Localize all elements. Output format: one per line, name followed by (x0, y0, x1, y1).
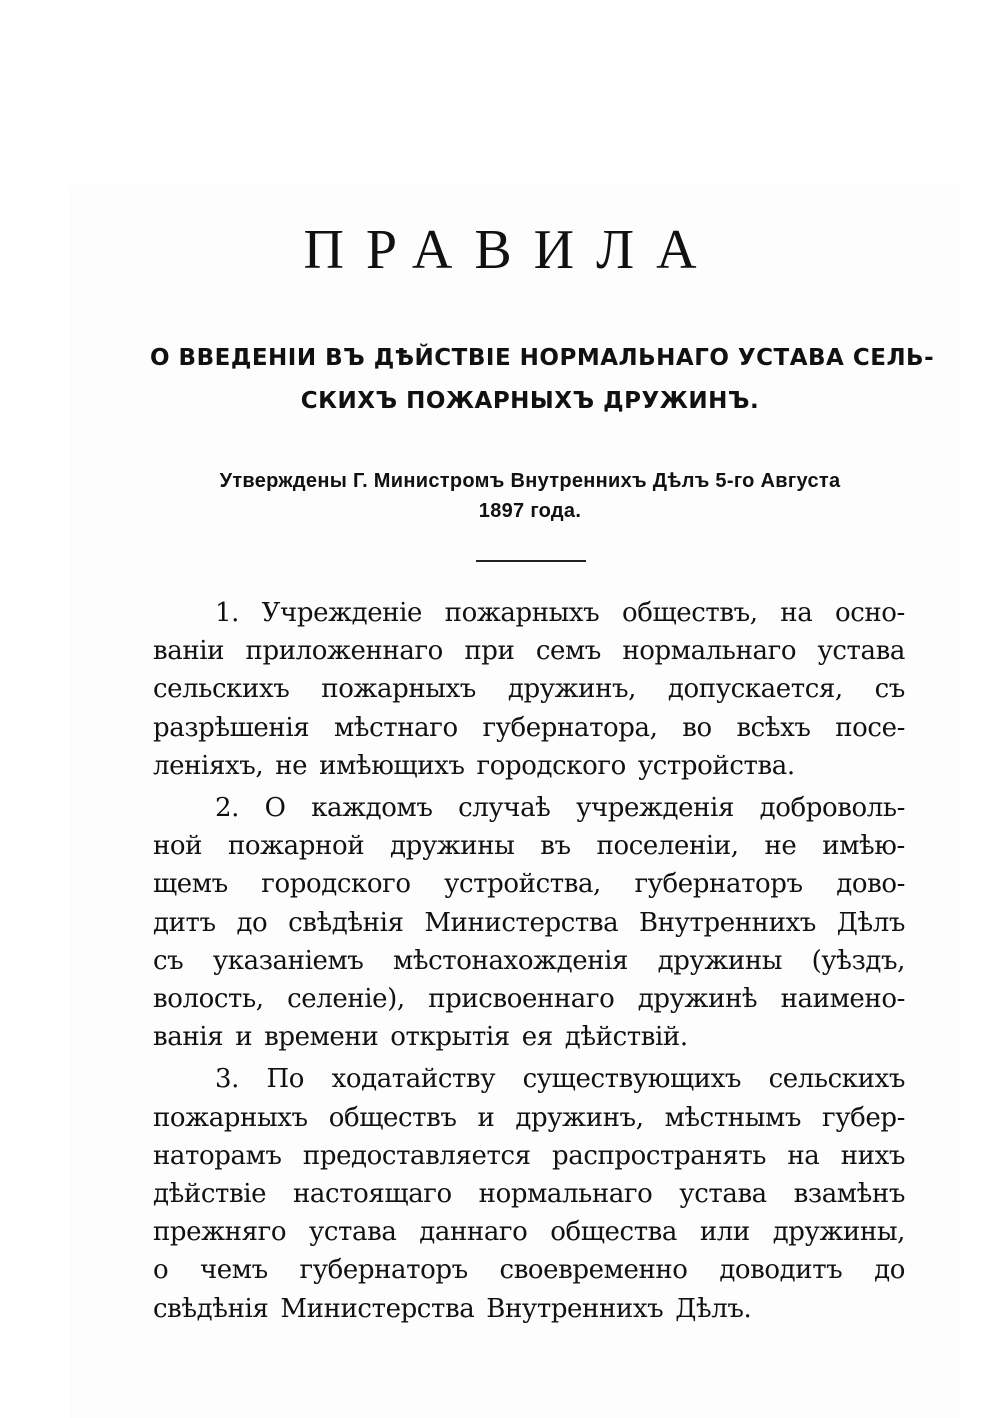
text-line: свѣдѣнія Министерства Внутреннихъ Дѣлъ. (153, 1293, 752, 1324)
text-line: пожарныхъ обществъ и дружинъ, мѣстнымъ губер- (153, 1102, 905, 1133)
subtitle-line: О ВВЕДЕНІИ ВЪ ДѢЙСТВІЕ НОРМАЛЬНАГО УСТАВА СЕЛЬ- (150, 345, 935, 371)
approval-line: Утверждены Г. Министромъ Внутреннихъ Дѣлъ 5-го Августа (219, 470, 841, 492)
text-line: ной пожарной дружины въ поселеніи, не имѣю- (153, 831, 905, 862)
paragraph-2 (153, 789, 905, 1056)
document-body (153, 594, 905, 1332)
text-line: 1. Учрежденіе пожарныхъ обществъ, на осно- (215, 598, 905, 628)
text-line: дитъ до свѣдѣнія Министерства Внутреннихъ Дѣлъ (153, 907, 905, 938)
text-line: щемъ городского устройства, губернаторъ дово- (153, 869, 905, 900)
text-line: ванія и времени открытія ея дѣйствій. (153, 1022, 688, 1053)
text-line: ваніи приложеннаго при семъ нормальнаго устава (153, 636, 905, 667)
text-line: наторамъ предоставляется распространять на нихъ (153, 1140, 905, 1171)
approval-line: 1897 года. (478, 500, 582, 522)
text-line: дѣйствіе настоящаго нормальнаго устава взамѣнъ (153, 1179, 905, 1210)
subtitle-line: СКИХЪ ПОЖАРНЫХЪ ДРУЖИНЪ. (300, 388, 760, 414)
section-divider (476, 560, 586, 562)
text-line: волость, селеніе), присвоеннаго дружинѣ наимено- (153, 984, 905, 1015)
text-line: 2. О каждомъ случаѣ учрежденія доброволь- (215, 793, 905, 824)
paragraph-1 (153, 594, 905, 785)
text-line: прежняго устава даннаго общества или дружины, (153, 1217, 905, 1248)
text-line: съ указаніемъ мѣстонахожденія дружины (уѣздъ, (153, 945, 905, 976)
text-line: леніяхъ, не имѣющихъ городского устройства. (153, 750, 795, 781)
approval-note (160, 466, 900, 526)
text-line: разрѣшенія мѣстнаго губернатора, во всѣхъ посе- (153, 712, 905, 743)
document-subtitle (150, 337, 935, 423)
paragraph-3 (153, 1060, 905, 1327)
text-line: о чемъ губернаторъ своевременно доводитъ до (153, 1255, 905, 1286)
text-line: сельскихъ пожарныхъ дружинъ, допускается, съ (153, 674, 905, 705)
text-line: 3. По ходатайству существующихъ сельскихъ (215, 1064, 905, 1095)
document-title: ПРАВИЛА (303, 219, 719, 281)
